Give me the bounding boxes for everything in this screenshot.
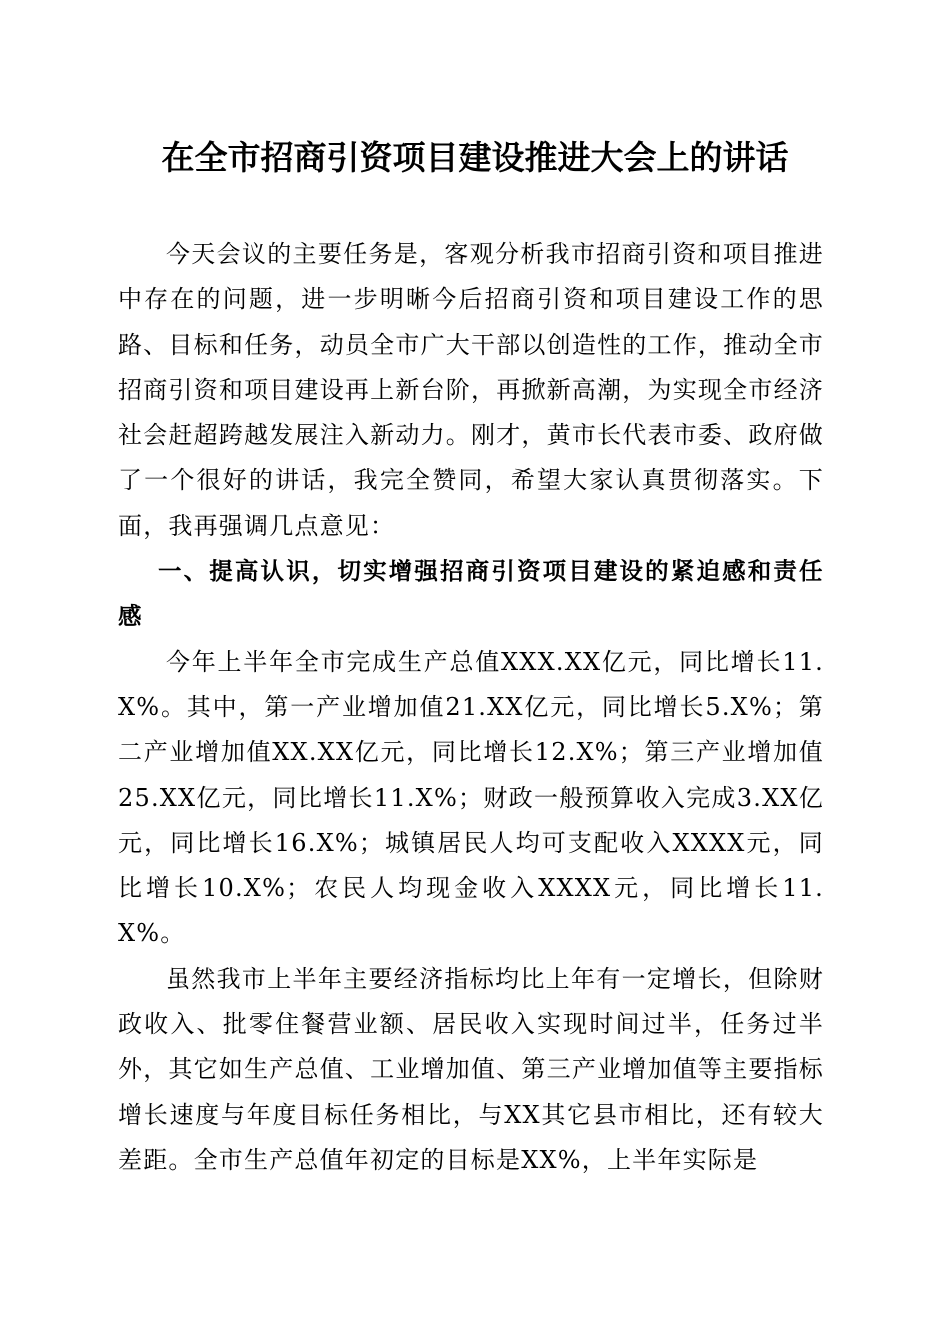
statistics-paragraph: 今年上半年全市完成生产总值XXX.XX亿元，同比增长11.X%。其中，第一产业增加值21.XX亿元，同比增长5.X%；第二产业增加值XX.XX亿元，同比增长12.X%；第三产业增加值25.XX亿元，同比增长11.X%；财政一般预算收入完成3.XX亿元，同比增长16.X%；城镇居民人均可支配收入XXXX元，同比增长10.X%；农民人均现金收入XXXX元，同比增长11.X%。 [118, 647, 824, 948]
document-body [118, 232, 824, 1183]
intro-paragraph: 今天会议的主要任务是，客观分析我市招商引资和项目推进中存在的问题，进一步明晰今后招商引资和项目建设工作的思路、目标和任务，动员全市广大干部以创造性的工作，推动全市招商引资和项目建设再上新台阶，再掀新高潮，为实现全市经济社会赶超跨越发展注入新动力。刚才，黄市长代表市委、政府做了一个很好的讲话，我完全赞同，希望大家认真贯彻落实。下面，我再强调几点意见： [118, 240, 824, 540]
analysis-paragraph: 虽然我市上半年主要经济指标均比上年有一定增长，但除财政收入、批零住餐营业额、居民收入实现时间过半，任务过半外，其它如生产总值、工业增加值、第三产业增加值等主要指标增长速度与年度目标任务相比，与XX其它县市相比，还有较大差距。全市生产总值年初定的目标是XX%，上半年实际是 [118, 964, 824, 1174]
document-title: 在全市招商引资项目建设推进大会上的讲话 [161, 138, 789, 177]
section-heading-1: 一、提高认识，切实增强招商引资项目建设的紧迫感和责任感 [118, 557, 824, 631]
